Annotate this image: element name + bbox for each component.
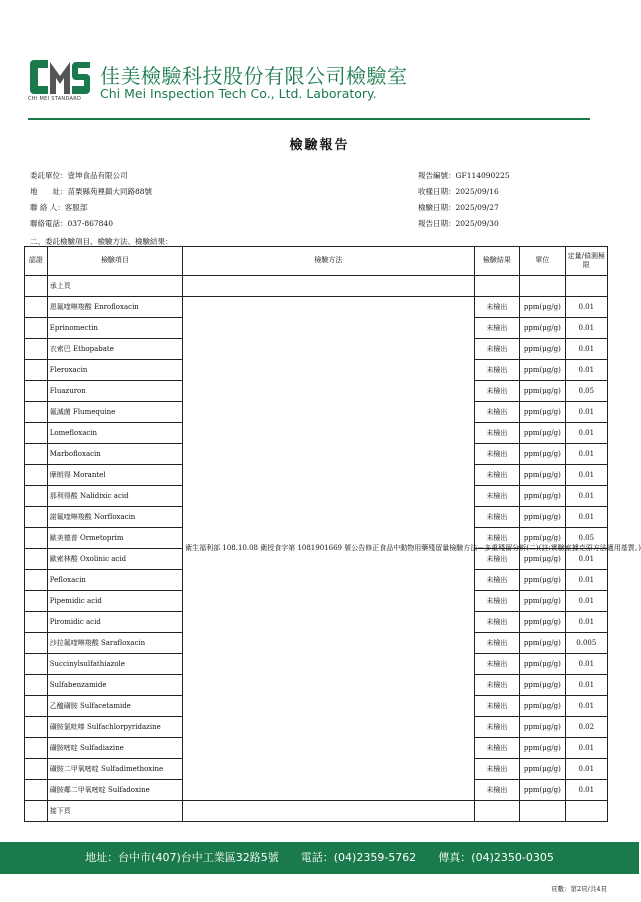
cell-result: 未檢出 bbox=[474, 549, 519, 570]
cell-result: 未檢出 bbox=[474, 402, 519, 423]
cell-result: 未檢出 bbox=[474, 696, 519, 717]
cell-result: 未檢出 bbox=[474, 570, 519, 591]
cell-result: 未檢出 bbox=[474, 297, 519, 318]
cell-no bbox=[25, 612, 48, 633]
cell-method: 衛生福利部 108.10.08 衛授食字第 1081901669 號公告修正食品中動物用藥殘留量檢驗方法－多重殘留分析(二)(註:實驗室據克原方法適用基質。) bbox=[183, 297, 475, 801]
cell-result: 未檢出 bbox=[474, 360, 519, 381]
cell-unit: ppm(μg/g) bbox=[520, 465, 565, 486]
cell-result: 未檢出 bbox=[474, 318, 519, 339]
cell-no bbox=[25, 780, 48, 801]
cell-no bbox=[25, 402, 48, 423]
cell-unit: ppm(μg/g) bbox=[520, 633, 565, 654]
cell-method-empty bbox=[183, 276, 475, 297]
cell-limit: 0.01 bbox=[565, 339, 607, 360]
logo-caption: CHI MEI STANDARD bbox=[28, 96, 82, 102]
letterhead bbox=[28, 52, 618, 118]
cell-unit: ppm(μg/g) bbox=[520, 423, 565, 444]
cell-limit: 0.01 bbox=[565, 591, 607, 612]
client-address bbox=[30, 186, 152, 197]
table-row bbox=[25, 297, 608, 318]
header-result: 檢驗結果 bbox=[474, 247, 519, 276]
client-phone-label: 聯絡電話： bbox=[30, 219, 68, 228]
cell-unit: ppm(μg/g) bbox=[520, 738, 565, 759]
cell-item: Eprinomectin bbox=[47, 318, 182, 339]
cell-empty bbox=[474, 276, 519, 297]
client-phone-value: 037-867840 bbox=[67, 219, 113, 228]
cell-no bbox=[25, 654, 48, 675]
cell-item: 恩氟喹啉羧酸 Enrofloxacin bbox=[47, 297, 182, 318]
cell-result: 未檢出 bbox=[474, 528, 519, 549]
cell-no bbox=[25, 465, 48, 486]
cell-empty bbox=[565, 801, 607, 822]
cell-empty bbox=[520, 276, 565, 297]
cell-item: 沙拉氟喹啉羧酸 Sarafloxacin bbox=[47, 633, 182, 654]
cell-result: 未檢出 bbox=[474, 507, 519, 528]
cell-item: 歐美德普 Ormetoprim bbox=[47, 528, 182, 549]
cell-item: 磺胺嘧啶 Sulfadiazine bbox=[47, 738, 182, 759]
cell-unit: ppm(μg/g) bbox=[520, 675, 565, 696]
cell-unit: ppm(μg/g) bbox=[520, 759, 565, 780]
cell-item: Pefloxacin bbox=[47, 570, 182, 591]
cell-limit: 0.01 bbox=[565, 780, 607, 801]
cell-no bbox=[25, 696, 48, 717]
cell-limit: 0.01 bbox=[565, 507, 607, 528]
client-unit-label: 委託單位： bbox=[30, 171, 68, 180]
cell-limit: 0.01 bbox=[565, 360, 607, 381]
cell-result: 未檢出 bbox=[474, 486, 519, 507]
cell-item: Lomefloxacin bbox=[47, 423, 182, 444]
cell-no bbox=[25, 549, 48, 570]
cell-no bbox=[25, 423, 48, 444]
cell-no bbox=[25, 381, 48, 402]
cell-no bbox=[25, 507, 48, 528]
header-limit: 定量/偵測極限 bbox=[565, 247, 607, 276]
cell-empty bbox=[474, 801, 519, 822]
received-date-value: 2025/09/16 bbox=[455, 187, 499, 196]
cell-result: 未檢出 bbox=[474, 444, 519, 465]
received-date-label: 收樣日期： bbox=[418, 187, 456, 196]
test-date bbox=[418, 202, 499, 213]
cell-unit: ppm(μg/g) bbox=[520, 570, 565, 591]
cell-no bbox=[25, 276, 48, 297]
cell-limit: 0.01 bbox=[565, 402, 607, 423]
cell-limit: 0.01 bbox=[565, 654, 607, 675]
cell-unit: ppm(μg/g) bbox=[520, 381, 565, 402]
cell-item: Pipemidic acid bbox=[47, 591, 182, 612]
cell-no bbox=[25, 318, 48, 339]
report-date bbox=[418, 218, 499, 229]
client-address-value: 苗栗縣苑裡鎮大同路88號 bbox=[67, 187, 153, 196]
cell-limit: 0.01 bbox=[565, 318, 607, 339]
cell-no bbox=[25, 801, 48, 822]
cell-unit: ppm(μg/g) bbox=[520, 549, 565, 570]
cell-empty bbox=[565, 276, 607, 297]
cell-item: 摩朗得 Morantel bbox=[47, 465, 182, 486]
cell-no bbox=[25, 297, 48, 318]
cell-limit: 0.01 bbox=[565, 612, 607, 633]
cell-unit: ppm(μg/g) bbox=[520, 486, 565, 507]
received-date bbox=[418, 186, 499, 197]
cell-item: 磺胺二甲氧嘧啶 Sulfadimethoxine bbox=[47, 759, 182, 780]
cell-item: 衣索巴 Ethopabate bbox=[47, 339, 182, 360]
cell-result: 未檢出 bbox=[474, 675, 519, 696]
cell-result: 未檢出 bbox=[474, 465, 519, 486]
cell-no bbox=[25, 339, 48, 360]
cell-item: 歐索林酸 Oxolinic acid bbox=[47, 549, 182, 570]
cell-limit: 0.01 bbox=[565, 696, 607, 717]
cell-limit: 0.05 bbox=[565, 528, 607, 549]
cell-limit: 0.02 bbox=[565, 717, 607, 738]
report-number bbox=[418, 170, 510, 181]
cell-no bbox=[25, 528, 48, 549]
cell-limit: 0.01 bbox=[565, 675, 607, 696]
cell-item: 諾氟喹啉羧酸 Norfloxacin bbox=[47, 507, 182, 528]
cell-limit: 0.01 bbox=[565, 423, 607, 444]
cell-item: Succinylsulfathiazole bbox=[47, 654, 182, 675]
cell-limit: 0.01 bbox=[565, 297, 607, 318]
company-name-zh: 佳美檢驗科技股份有限公司檢驗室 bbox=[100, 64, 408, 88]
cell-result: 未檢出 bbox=[474, 633, 519, 654]
client-address-label: 地 址： bbox=[30, 187, 68, 196]
cell-no bbox=[25, 570, 48, 591]
cell-unit: ppm(μg/g) bbox=[520, 402, 565, 423]
cell-result: 未檢出 bbox=[474, 780, 519, 801]
cell-limit: 0.01 bbox=[565, 444, 607, 465]
cell-item: 乙醯磺胺 Sulfacetamide bbox=[47, 696, 182, 717]
cell-result: 未檢出 bbox=[474, 717, 519, 738]
table-row-continued-to bbox=[25, 801, 608, 822]
cell-result: 未檢出 bbox=[474, 612, 519, 633]
cell-result: 未檢出 bbox=[474, 759, 519, 780]
cell-unit: ppm(μg/g) bbox=[520, 780, 565, 801]
cell-result: 未檢出 bbox=[474, 339, 519, 360]
cell-empty bbox=[520, 801, 565, 822]
cell-result: 未檢出 bbox=[474, 591, 519, 612]
cell-result: 未檢出 bbox=[474, 738, 519, 759]
cell-result: 未檢出 bbox=[474, 381, 519, 402]
cell-no bbox=[25, 759, 48, 780]
client-unit bbox=[30, 170, 128, 181]
cell-result: 未檢出 bbox=[474, 423, 519, 444]
cell-unit: ppm(μg/g) bbox=[520, 612, 565, 633]
cell-result: 未檢出 bbox=[474, 654, 519, 675]
report-date-value: 2025/09/30 bbox=[455, 219, 499, 228]
cell-item: 那利得酸 Nalidixic acid bbox=[47, 486, 182, 507]
cell-method-empty bbox=[183, 801, 475, 822]
cell-item: 磺胺氯吡嗪 Sulfachlorpyridazine bbox=[47, 717, 182, 738]
header-accreditation: 認證 bbox=[25, 247, 48, 276]
header-divider bbox=[28, 118, 590, 120]
cell-unit: ppm(μg/g) bbox=[520, 318, 565, 339]
cell-limit: 0.005 bbox=[565, 633, 607, 654]
cell-no bbox=[25, 675, 48, 696]
client-contact-label: 聯 絡 人： bbox=[30, 203, 65, 212]
test-date-label: 檢驗日期： bbox=[418, 203, 456, 212]
cell-item: 氟滅菌 Flumequine bbox=[47, 402, 182, 423]
report-number-value: GF114090225 bbox=[455, 171, 510, 180]
cell-item: 磺胺鄰二甲氧嘧啶 Sulfadoxine bbox=[47, 780, 182, 801]
cell-item: Marbofloxacin bbox=[47, 444, 182, 465]
cell-unit: ppm(μg/g) bbox=[520, 654, 565, 675]
cell-item: Piromidic acid bbox=[47, 612, 182, 633]
cell-unit: ppm(μg/g) bbox=[520, 339, 565, 360]
company-name-en: Chi Mei Inspection Tech Co., Ltd. Laboratory. bbox=[100, 86, 377, 101]
cell-item: Fluazuron bbox=[47, 381, 182, 402]
cell-limit: 0.01 bbox=[565, 759, 607, 780]
cell-unit: ppm(μg/g) bbox=[520, 717, 565, 738]
cell-no bbox=[25, 738, 48, 759]
cell-unit: ppm(μg/g) bbox=[520, 444, 565, 465]
continued-to-label: 接下頁 bbox=[47, 801, 182, 822]
cell-limit: 0.01 bbox=[565, 738, 607, 759]
cell-limit: 0.05 bbox=[565, 381, 607, 402]
cell-unit: ppm(μg/g) bbox=[520, 360, 565, 381]
report-title: 檢驗報告 bbox=[289, 138, 350, 153]
test-date-value: 2025/09/27 bbox=[455, 203, 499, 212]
cell-unit: ppm(μg/g) bbox=[520, 696, 565, 717]
report-date-label: 報告日期： bbox=[418, 219, 456, 228]
cell-limit: 0.01 bbox=[565, 549, 607, 570]
cell-item: Sulfabenzamide bbox=[47, 675, 182, 696]
cell-unit: ppm(μg/g) bbox=[520, 591, 565, 612]
cell-no bbox=[25, 717, 48, 738]
section-title: 二、委託檢驗項目、檢驗方法、檢驗結果： bbox=[30, 237, 173, 246]
cell-unit: ppm(μg/g) bbox=[520, 507, 565, 528]
cell-no bbox=[25, 486, 48, 507]
client-phone bbox=[30, 218, 113, 229]
page-number: 頁數：第2頁/共4頁 bbox=[551, 885, 607, 893]
header-unit: 單位 bbox=[520, 247, 565, 276]
cell-item: Fleroxacin bbox=[47, 360, 182, 381]
header-item: 檢驗項目 bbox=[47, 247, 182, 276]
cell-limit: 0.01 bbox=[565, 570, 607, 591]
cell-limit: 0.01 bbox=[565, 465, 607, 486]
footer-contact-bar: 地址：台中市(407)台中工業區32路5號 電話：(04)2359-5762 傳真：(04)2350-0305 bbox=[0, 842, 639, 874]
client-contact bbox=[30, 202, 87, 213]
cell-unit: ppm(μg/g) bbox=[520, 528, 565, 549]
client-contact-value: 客服部 bbox=[64, 203, 88, 212]
client-unit-value: 壹坤食品有限公司 bbox=[67, 171, 128, 180]
continued-from-label: 承上頁 bbox=[47, 276, 182, 297]
header-method: 檢驗方法 bbox=[183, 247, 475, 276]
report-number-label: 報告編號： bbox=[418, 171, 456, 180]
cell-no bbox=[25, 591, 48, 612]
table-row-continued bbox=[25, 276, 608, 297]
cell-no bbox=[25, 444, 48, 465]
cell-no bbox=[25, 360, 48, 381]
cell-no bbox=[25, 633, 48, 654]
table-header-row bbox=[25, 247, 608, 276]
results-table bbox=[24, 246, 641, 822]
cell-limit: 0.01 bbox=[565, 486, 607, 507]
cell-unit: ppm(μg/g) bbox=[520, 297, 565, 318]
